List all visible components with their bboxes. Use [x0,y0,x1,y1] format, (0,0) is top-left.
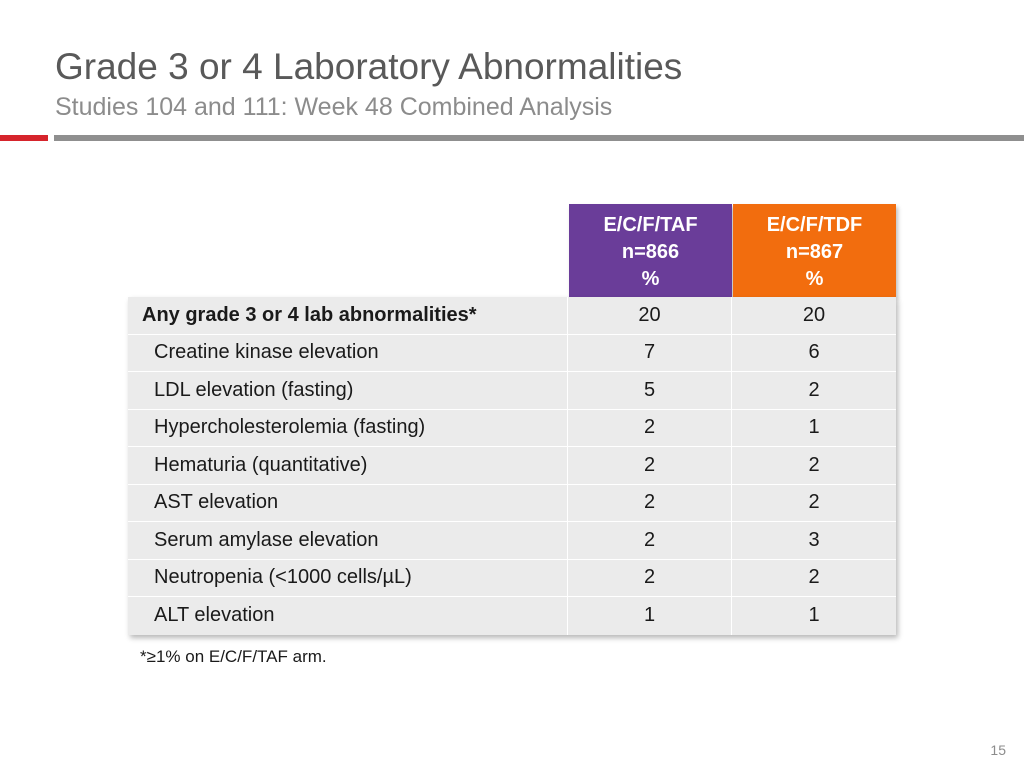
row-label: Hematuria (quantitative) [128,447,568,484]
title-rule [54,135,1024,141]
column-header-taf [569,204,732,297]
row-label: AST elevation [128,485,568,522]
taf-value: 2 [568,560,732,597]
row-label: Neutropenia (<1000 cells/µL) [128,560,568,597]
row-label: ALT elevation [128,597,568,635]
taf-value: 7 [568,335,732,372]
slide-subtitle: Studies 104 and 111: Week 48 Combined Analysis [55,93,613,121]
table-row [128,597,896,635]
taf-value: 5 [568,372,732,409]
table-row [128,560,896,598]
table-row [128,522,896,560]
page-number: 15 [990,742,1006,758]
tdf-value: 1 [732,597,896,635]
slide-title: Grade 3 or 4 Laboratory Abnormalities [55,46,683,87]
column-header-taf-n: n=866 [621,241,680,263]
table-row [128,297,896,335]
column-header-taf-unit: % [641,268,660,290]
column-header-tdf-regimen: E/C/F/TDF [766,214,863,236]
tdf-value: 2 [732,372,896,409]
row-label: LDL elevation (fasting) [128,372,568,409]
taf-value: 2 [568,447,732,484]
table-row [128,447,896,485]
table-row [128,410,896,448]
tdf-value: 6 [732,335,896,372]
table-row [128,485,896,523]
taf-value: 1 [568,597,732,635]
taf-value: 2 [568,410,732,447]
tdf-value: 2 [732,485,896,522]
row-label: Any grade 3 or 4 lab abnormalities* [128,297,568,334]
row-label: Creatine kinase elevation [128,335,568,372]
footnote: *≥1% on E/C/F/TAF arm. [140,647,327,666]
tdf-value: 20 [732,297,896,334]
table-row [128,335,896,373]
column-header-taf-regimen: E/C/F/TAF [603,214,698,236]
tdf-value: 3 [732,522,896,559]
taf-value: 2 [568,485,732,522]
column-header-tdf-unit: % [805,268,824,290]
taf-value: 2 [568,522,732,559]
table-row [128,372,896,410]
row-label: Serum amylase elevation [128,522,568,559]
tdf-value: 2 [732,447,896,484]
lab-abnormalities-table [128,297,896,635]
taf-value: 20 [568,297,732,334]
column-header-tdf [733,204,896,297]
tdf-value: 1 [732,410,896,447]
accent-rule [0,135,48,141]
tdf-value: 2 [732,560,896,597]
column-header-tdf-n: n=867 [785,241,844,263]
row-label: Hypercholesterolemia (fasting) [128,410,568,447]
